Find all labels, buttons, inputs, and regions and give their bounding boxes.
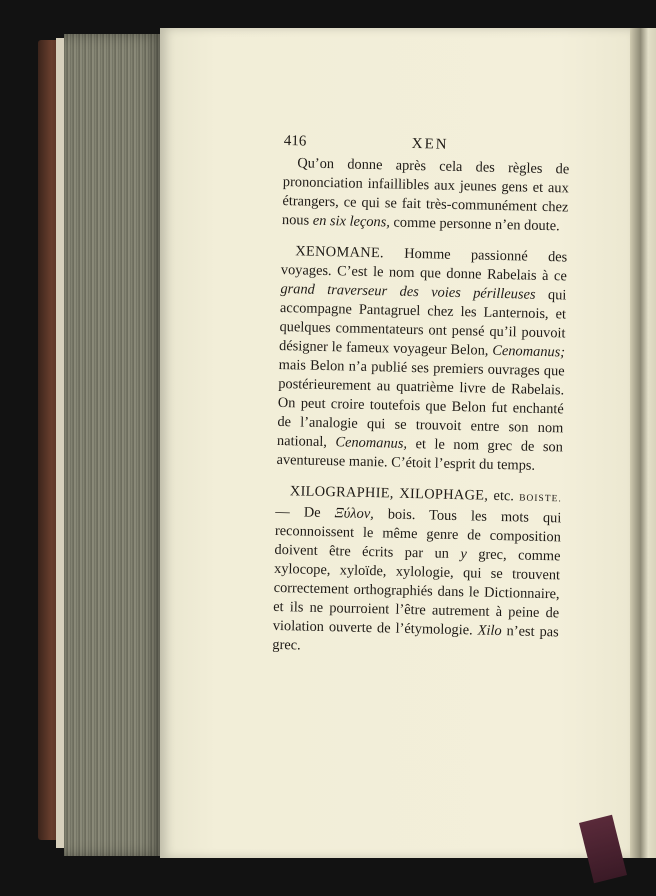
text-run: Qu’on donne après cela des règles de prononciation infaillibles aux jeunes gens et aux étrangers, ce qui se fait très-communément chez nous xyxy=(281,155,570,229)
continuation-paragraph xyxy=(282,154,570,236)
text-run: qui accompagne Pantagruel chez les Lanternois, et quelques commentateurs ont pensé qu’il pouvoit désigner le fameux voyageur Belon, xyxy=(278,286,567,359)
text-run: grec, comme xylocope, xyloïde, xylologie, qui se trouvent correctement orthographiés dans le Dictionnaire, et ils ne pourroient l’être autrement à peine de violation ouverte de l’étymologie. xyxy=(272,546,561,639)
text-run: mais Belon n’a publié ses premiers ouvrages que postérieurement au quatrième livre de Rabelais. On peut croire toutefois que Belon fut enchanté de l’analogie qui se trouvoit entre son nom national, xyxy=(276,356,565,451)
text-run: — De xyxy=(275,503,335,522)
italic-text: Cenomanus, xyxy=(335,434,408,452)
running-title: XEN xyxy=(411,135,449,153)
italic-text: grand traverseur des voies périlleuses xyxy=(280,280,536,303)
page-edges-stack xyxy=(64,34,162,856)
text-run: bois. Tous les mots qui reconnoissent le même genre de composition doivent être écrits par un xyxy=(274,506,562,563)
italic-text: en six leçons, xyxy=(312,212,391,231)
text-run: etc. xyxy=(488,487,520,505)
entry-xilographie xyxy=(272,482,562,661)
book-gutter xyxy=(630,28,656,858)
entry-xenomane xyxy=(276,242,567,476)
page-number: 416 xyxy=(283,132,307,150)
page-text xyxy=(272,132,570,661)
text-run: n’est pas grec. xyxy=(272,623,559,654)
text-run: Homme passionné des voyages. C’est le nom que donne Rabelais à ce xyxy=(280,245,568,285)
text-run: et le nom grec de son aventureuse manie. C’étoit l’esprit du temps. xyxy=(276,435,564,474)
italic-text: Cenomanus; xyxy=(492,342,566,361)
italic-text: y xyxy=(460,546,468,563)
source-citation: BOISTE. xyxy=(519,493,562,505)
headword: XENOMANE. xyxy=(295,243,385,262)
text-run: comme personne n’en doute. xyxy=(389,214,560,235)
headword: XILOGRAPHIE, XILOPHAGE, xyxy=(289,483,489,504)
italic-text: Xilo xyxy=(477,622,502,640)
greek-word: Ξύλον, xyxy=(334,505,374,523)
